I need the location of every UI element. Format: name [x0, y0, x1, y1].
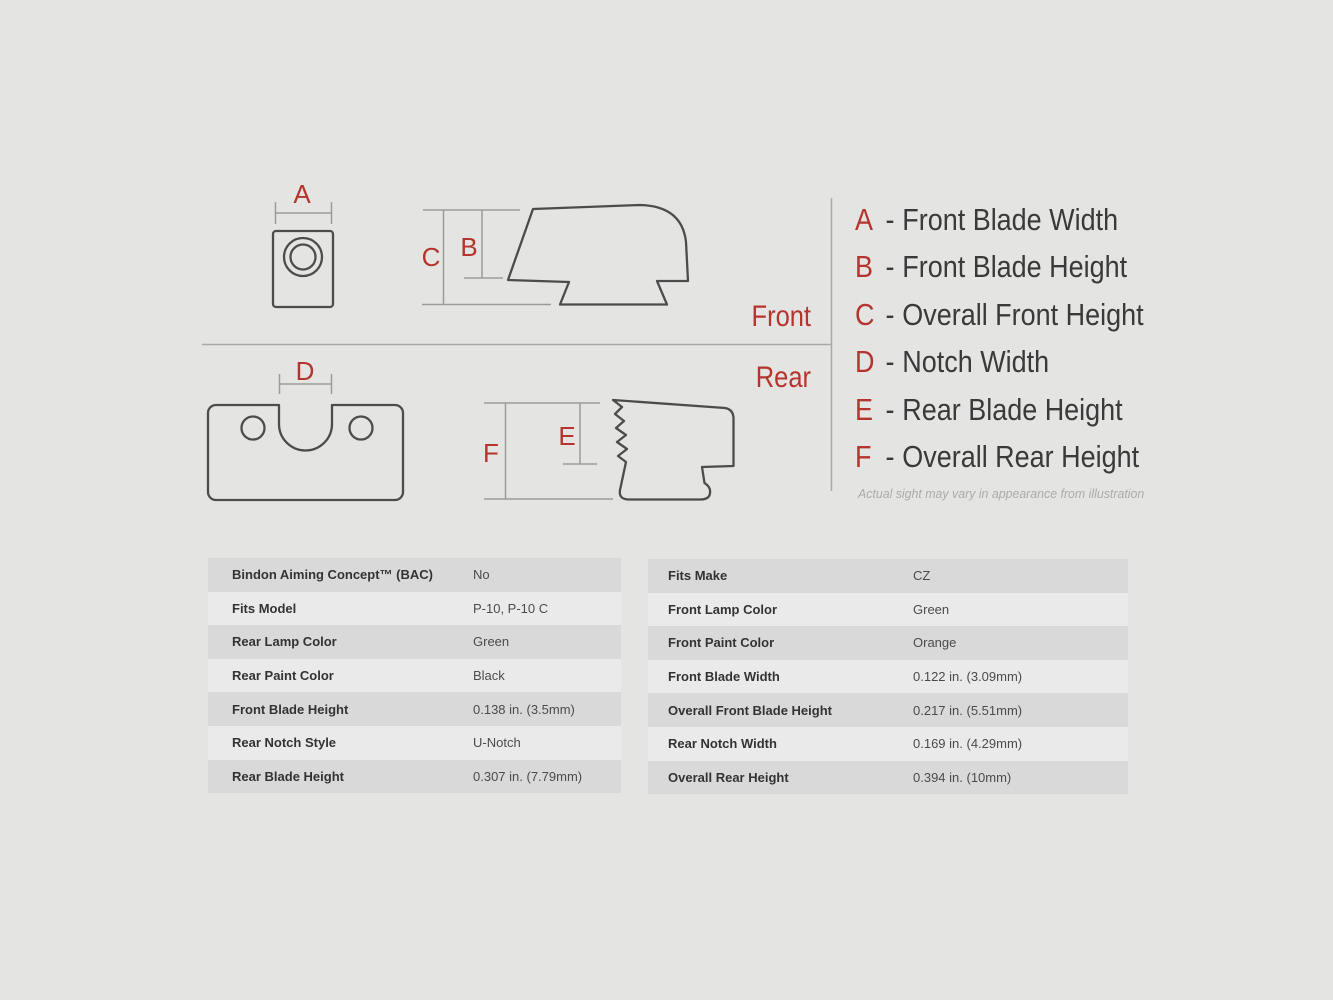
dimension-c-b-lines [422, 210, 551, 305]
dimension-letter-c: C [421, 242, 441, 272]
spec-value: No [473, 567, 490, 583]
spec-row-rear-notch-style [208, 726, 621, 760]
rear-section-label: Rear [755, 361, 811, 394]
spec-value: 0.307 in. (7.79mm) [473, 768, 583, 784]
legend-dash: - [885, 296, 895, 332]
spec-label: Front Blade Height [232, 701, 349, 717]
spec-label: Fits Model [232, 600, 297, 616]
spec-label: Bindon Aiming Concept™ (BAC) [232, 567, 433, 583]
spec-label: Fits Make [668, 568, 728, 584]
spec-row-front-paint-color [648, 626, 1128, 660]
legend-letter: A [855, 201, 873, 237]
spec-row-fits-model [208, 592, 621, 626]
dimension-legend [855, 196, 1187, 481]
legend-letter: E [855, 391, 873, 427]
spec-value: 0.138 in. (3.5mm) [473, 701, 575, 717]
legend-dash: - [885, 439, 895, 475]
spec-label: Rear Notch Style [232, 735, 337, 751]
legend-label: Overall Rear Height [902, 439, 1140, 475]
dimension-letter-f: F [483, 438, 499, 468]
spec-value: Black [473, 668, 505, 684]
spec-row-overall-front-blade-height [648, 693, 1128, 727]
spec-row-rear-lamp-color [208, 625, 621, 659]
spec-row-front-blade-width [648, 660, 1128, 694]
spec-label: Front Blade Width [668, 669, 780, 685]
legend-letter: D [855, 344, 875, 380]
legend-letter: F [855, 439, 872, 475]
legend-item-d [855, 339, 1144, 387]
dimension-letter-d: D [295, 356, 315, 386]
dimension-letter-a: A [293, 179, 311, 209]
legend-item-f [855, 434, 1144, 482]
spec-table-right [648, 559, 1128, 794]
spec-value: 0.394 in. (10mm) [913, 769, 1012, 785]
rear-sight-side-profile [613, 400, 734, 500]
spec-value: CZ [913, 568, 931, 584]
spec-value: U-Notch [473, 735, 521, 751]
spec-value: Green [913, 601, 950, 617]
front-lamp-inner-ring [291, 245, 316, 270]
legend-letter: C [855, 296, 875, 332]
rear-sight-front-view [208, 405, 403, 500]
legend-dash: - [885, 344, 895, 380]
legend-label: Rear Blade Height [902, 391, 1123, 427]
legend-label: Notch Width [902, 344, 1050, 380]
spec-label: Rear Blade Height [232, 768, 344, 784]
spec-label: Rear Paint Color [232, 668, 334, 684]
spec-value: 0.169 in. (4.29mm) [913, 736, 1023, 752]
spec-row-rear-blade-height [208, 760, 621, 794]
legend-item-b [855, 244, 1144, 292]
dimension-letter-b: B [460, 232, 478, 262]
spec-label: Overall Rear Height [668, 769, 789, 785]
spec-value: Green [473, 634, 510, 650]
illustration-disclaimer: Actual sight may vary in appearance from illustration [858, 486, 1145, 501]
legend-item-c [855, 291, 1144, 339]
spec-label: Front Lamp Color [668, 601, 778, 617]
spec-value: 0.217 in. (5.51mm) [913, 702, 1023, 718]
spec-row-fits-make [648, 559, 1128, 593]
spec-label: Rear Lamp Color [232, 634, 337, 650]
legend-item-a [855, 196, 1144, 244]
legend-item-e [855, 386, 1144, 434]
spec-label: Rear Notch Width [668, 736, 777, 752]
spec-table-left [208, 558, 621, 793]
spec-row-rear-paint-color [208, 659, 621, 693]
rear-lamp-right [350, 417, 373, 440]
legend-dash: - [885, 201, 895, 237]
spec-label: Front Paint Color [668, 635, 775, 651]
spec-row-bac [208, 558, 621, 592]
spec-value: P-10, P-10 C [473, 600, 549, 616]
rear-lamp-left [242, 417, 265, 440]
legend-letter: B [855, 249, 873, 285]
spec-value: 0.122 in. (3.09mm) [913, 669, 1023, 685]
legend-dash: - [885, 391, 895, 427]
spec-row-overall-rear-height [648, 761, 1128, 795]
front-sight-front-view [273, 231, 333, 307]
dimension-f-e-lines [484, 403, 613, 499]
spec-value: Orange [913, 635, 957, 651]
spec-label: Overall Front Blade Height [668, 702, 832, 718]
spec-row-front-lamp-color [648, 593, 1128, 627]
front-sight-side-profile [508, 205, 688, 305]
spec-row-front-blade-height [208, 692, 621, 726]
rear-sight-body [208, 405, 403, 500]
front-section-label: Front [751, 300, 811, 333]
legend-label: Front Blade Height [902, 249, 1128, 285]
legend-label: Front Blade Width [902, 201, 1119, 237]
spec-row-rear-notch-width [648, 727, 1128, 761]
dimension-letter-e: E [558, 421, 576, 451]
legend-label: Overall Front Height [902, 296, 1144, 332]
legend-dash: - [885, 249, 895, 285]
